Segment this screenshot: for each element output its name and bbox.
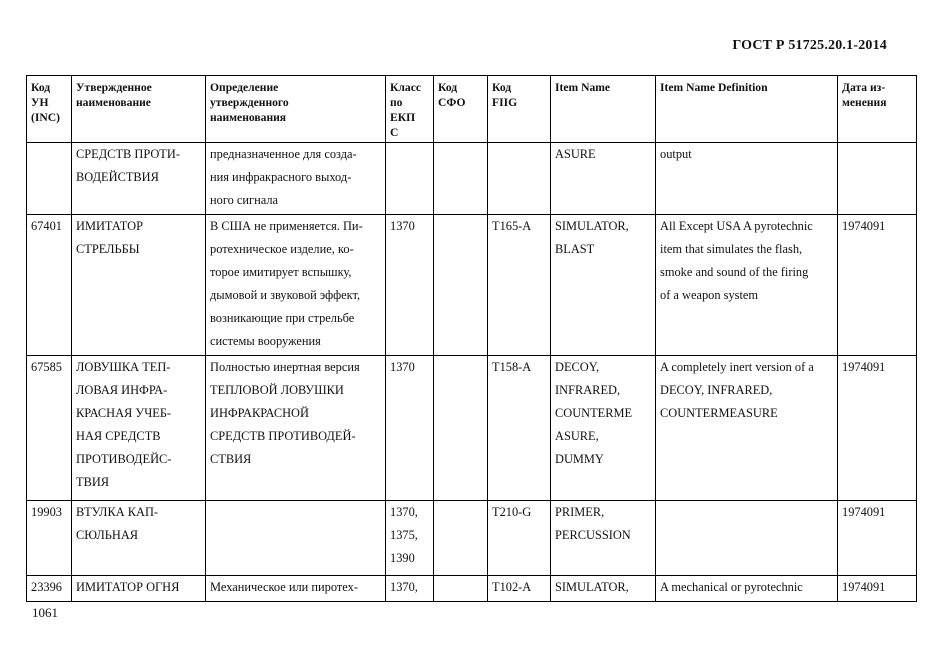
cell-definition: предназначенное для созда- ния инфракрасного выход- ного сигнала	[206, 143, 386, 215]
table-row	[27, 215, 917, 356]
cell-item-definition: output	[656, 143, 838, 215]
column-header-sfo: Код СФО	[434, 76, 488, 143]
cell-approved-name: ИМИТАТОР ОГНЯ	[72, 576, 206, 602]
cell-definition: Полностью инертная версия ТЕПЛОВОЙ ЛОВУШКИ ИНФРАКРАСНОЙ СРЕДСТВ ПРОТИВОДЕЙ- СТВИЯ	[206, 356, 386, 501]
table-row	[27, 501, 917, 576]
cell-fiig: T102-A	[488, 576, 551, 602]
column-header-class: Класс по ЕКП С	[386, 76, 434, 143]
column-header-item-definition: Item Name Definition	[656, 76, 838, 143]
cell-item-name: DECOY, INFRARED, COUNTERME ASURE, DUMMY	[551, 356, 656, 501]
cell-definition: Механическое или пиротех-	[206, 576, 386, 602]
cell-class: 1370	[386, 356, 434, 501]
cell-item-definition: A completely inert version of a DECOY, INFRARED, COUNTERMEASURE	[656, 356, 838, 501]
cell-inc: 67585	[27, 356, 72, 501]
cell-change-date: 1974091	[838, 215, 917, 356]
table-row	[27, 143, 917, 215]
cell-item-name: PRIMER, PERCUSSION	[551, 501, 656, 576]
cell-change-date: 1974091	[838, 576, 917, 602]
cell-item-definition: A mechanical or pyrotechnic	[656, 576, 838, 602]
cell-fiig: T158-A	[488, 356, 551, 501]
cell-sfo	[434, 576, 488, 602]
cell-approved-name: ВТУЛКА КАП- СЮЛЬНАЯ	[72, 501, 206, 576]
cell-change-date: 1974091	[838, 501, 917, 576]
table-row	[27, 576, 917, 602]
cell-item-definition	[656, 501, 838, 576]
column-header-change-date: Дата из- менения	[838, 76, 917, 143]
cell-class: 1370, 1375, 1390	[386, 501, 434, 576]
table-row	[27, 356, 917, 501]
cell-definition: В США не применяется. Пи- ротехническое изделие, ко- торое имитирует вспышку, дымовой и звуковой эффект, возникающие при стрельбе системы вооружения	[206, 215, 386, 356]
cell-item-definition: All Except USA A pyrotechnic item that simulates the flash, smoke and sound of the firing of a weapon system	[656, 215, 838, 356]
cell-class	[386, 143, 434, 215]
cell-inc: 19903	[27, 501, 72, 576]
column-header-definition: Определение утвержденного наименования	[206, 76, 386, 143]
column-header-item-name: Item Name	[551, 76, 656, 143]
cell-item-name: SIMULATOR,	[551, 576, 656, 602]
table-header-row	[27, 76, 917, 143]
cell-fiig	[488, 143, 551, 215]
cell-change-date: 1974091	[838, 356, 917, 501]
column-header-approved-name: Утвержденное наименование	[72, 76, 206, 143]
registry-table	[26, 75, 917, 602]
cell-fiig: T210-G	[488, 501, 551, 576]
cell-class: 1370,	[386, 576, 434, 602]
cell-approved-name: ИМИТАТОР СТРЕЛЬБЫ	[72, 215, 206, 356]
cell-sfo	[434, 356, 488, 501]
cell-inc: 23396	[27, 576, 72, 602]
document-title: ГОСТ Р 51725.20.1-2014	[732, 38, 887, 53]
page-number: 1061	[32, 605, 58, 620]
cell-definition	[206, 501, 386, 576]
column-header-fiig: Код FIIG	[488, 76, 551, 143]
cell-sfo	[434, 501, 488, 576]
cell-inc: 67401	[27, 215, 72, 356]
cell-approved-name: ЛОВУШКА ТЕП- ЛОВАЯ ИНФРА- КРАСНАЯ УЧЕБ- НАЯ СРЕДСТВ ПРОТИВОДЕЙС- ТВИЯ	[72, 356, 206, 501]
cell-inc	[27, 143, 72, 215]
cell-class: 1370	[386, 215, 434, 356]
cell-sfo	[434, 215, 488, 356]
column-header-inc: Код УН (INC)	[27, 76, 72, 143]
cell-item-name: ASURE	[551, 143, 656, 215]
cell-approved-name: СРЕДСТВ ПРОТИ- ВОДЕЙСТВИЯ	[72, 143, 206, 215]
cell-item-name: SIMULATOR, BLAST	[551, 215, 656, 356]
cell-fiig: T165-A	[488, 215, 551, 356]
cell-sfo	[434, 143, 488, 215]
cell-change-date	[838, 143, 917, 215]
